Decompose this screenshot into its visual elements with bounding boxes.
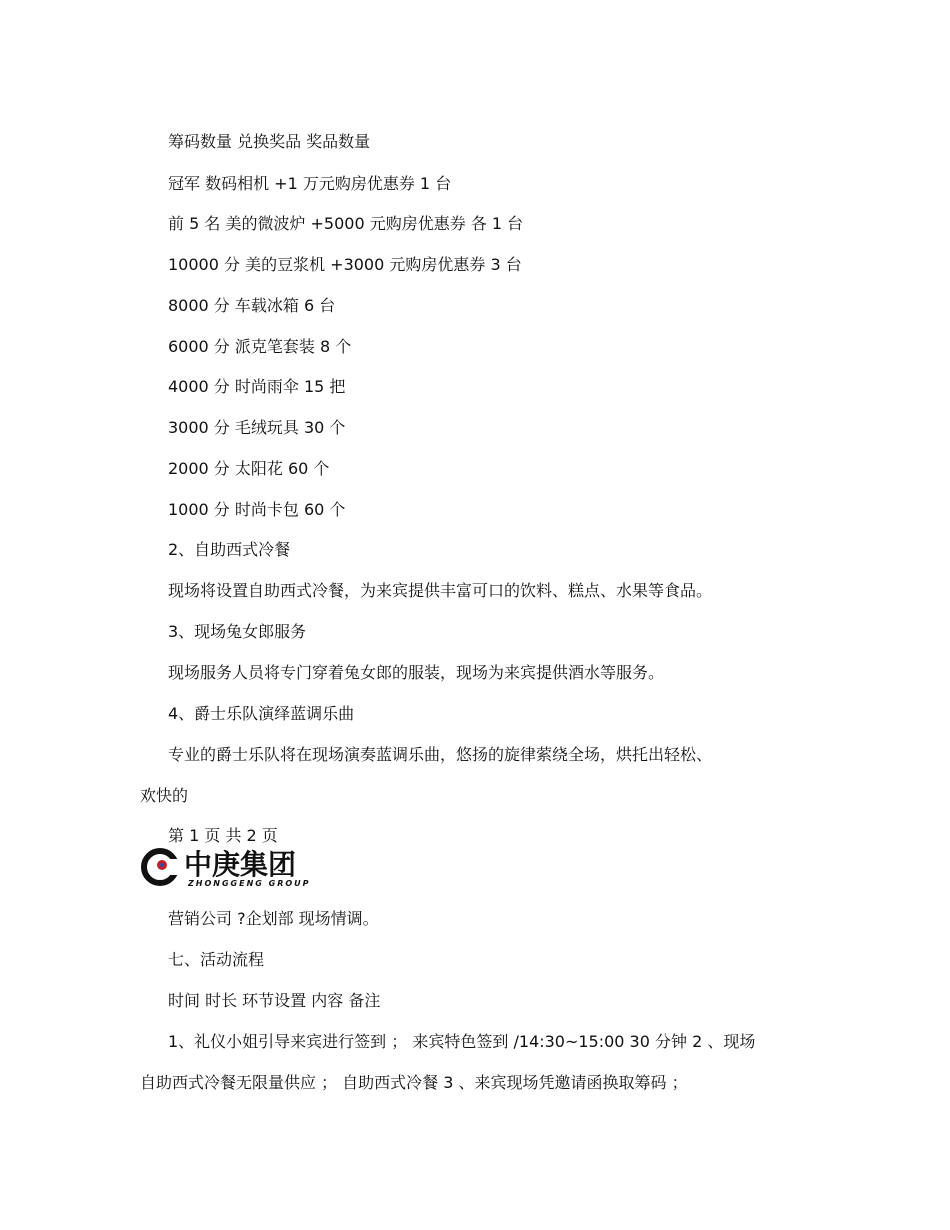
prize-row: 8000 分 车载冰箱 6 台 [168,296,336,315]
section-heading: 七、活动流程 [168,950,265,969]
paragraph-continuation: 自助西式冷餐无限量供应 ； 自助西式冷餐 3 、来宾现场凭邀请函换取筹码 ； [140,1073,688,1092]
paragraph: 1、礼仪小姐引导来宾进行签到 ； 来宾特色签到 /14:30~15:00 30 分钟 2 、现场 [168,1032,756,1051]
page-footer: 第 1 页 共 2 页 [168,826,278,845]
prize-row: 4000 分 时尚雨伞 15 把 [168,377,346,396]
prize-row: 6000 分 派克笔套装 8 个 [168,337,352,356]
logo-wordmark-en: ZHONGGENG GROUP [188,879,311,888]
zhonggeng-logo-icon [140,845,348,889]
paragraph: 专业的爵士乐队将在现场演奏蓝调乐曲，悠扬的旋律萦绕全场，烘托出轻松、 [168,745,713,764]
prize-row: 冠军 数码相机 +1 万元购房优惠券 1 台 [168,174,452,193]
prize-row: 前 5 名 美的微波炉 +5000 元购房优惠券 各 1 台 [168,214,524,233]
section-heading: 2、自助西式冷餐 [168,540,291,559]
table-header: 筹码数量 兑换奖品 奖品数量 [168,132,371,151]
paragraph: 营销公司 ?企划部 现场情调。 [168,909,379,928]
prize-row: 10000 分 美的豆浆机 +3000 元购房优惠券 3 台 [168,255,522,274]
section-heading: 3、现场兔女郎服务 [168,622,307,641]
paragraph: 现场将设置自助西式冷餐，为来宾提供丰富可口的饮料、糕点、水果等食品。 [168,581,713,600]
table-header: 时间 时长 环节设置 内容 备注 [168,991,381,1010]
section-heading: 4、爵士乐队演绎蓝调乐曲 [168,704,355,723]
prize-row: 1000 分 时尚卡包 60 个 [168,500,346,519]
company-logo [140,845,348,889]
prize-row: 2000 分 太阳花 60 个 [168,459,330,478]
prize-row: 3000 分 毛绒玩具 30 个 [168,418,346,437]
logo-wordmark-cn: 中庚集团 [184,848,297,881]
paragraph: 现场服务人员将专门穿着兔女郎的服装，现场为来宾提供酒水等服务。 [168,663,665,682]
paragraph-continuation: 欢快的 [140,786,189,805]
